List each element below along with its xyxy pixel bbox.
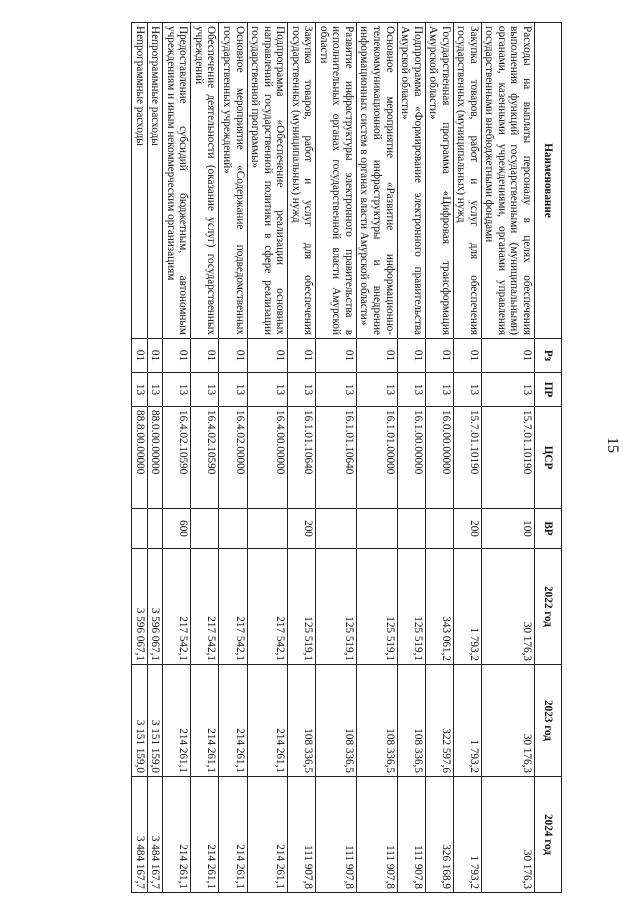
col-header-pr: ПР [535, 373, 562, 407]
cell-vr [191, 509, 219, 549]
cell-vr [316, 509, 357, 549]
table-row [132, 23, 148, 893]
cell-name: Основное мероприятие «Содержание подведомственных государственных учреждений» [219, 23, 247, 339]
cell-vr: 200 [453, 509, 481, 549]
cell-vr [147, 509, 163, 549]
table-row [247, 23, 288, 893]
cell-2022: 125 519,1 [356, 549, 397, 665]
cell-pr: 13 [288, 373, 316, 407]
cell-2023: 108 336,5 [316, 665, 357, 777]
cell-rz: 01 [425, 339, 453, 373]
cell-vr [425, 509, 453, 549]
cell-pr: 13 [247, 373, 288, 407]
cell-2023: 214 261,1 [163, 665, 191, 777]
cell-2022: 3 596 067,1 [132, 549, 148, 665]
cell-pr: 13 [316, 373, 357, 407]
table-row [453, 23, 481, 893]
cell-2023: 108 336,5 [397, 665, 425, 777]
cell-2022: 217 542,1 [247, 549, 288, 665]
col-header-name: Наименование [535, 23, 562, 339]
cell-2024: 326 168,9 [425, 777, 453, 893]
cell-vr [132, 509, 148, 549]
table-row [397, 23, 425, 893]
cell-2023: 30 176,3 [481, 665, 534, 777]
cell-2022: 1 793,2 [453, 549, 481, 665]
cell-2022: 125 519,1 [316, 549, 357, 665]
cell-vr: 200 [288, 509, 316, 549]
cell-rz: 01 [163, 339, 191, 373]
cell-csr: 88.8.00.00000 [132, 407, 148, 509]
cell-2024: 214 261,1 [191, 777, 219, 893]
cell-csr: 16.1.00.00000 [397, 407, 425, 509]
cell-2022: 30 176,3 [481, 549, 534, 665]
cell-pr: 13 [191, 373, 219, 407]
cell-name: Закупка товаров, работ и услуг для обеспечения государственных (муниципальных) нужд [453, 23, 481, 339]
col-header-2022: 2022 год [535, 549, 562, 665]
cell-2023: 108 336,5 [288, 665, 316, 777]
cell-rz: 01 [356, 339, 397, 373]
cell-pr: 13 [397, 373, 425, 407]
cell-csr: 16.0.00.00000 [425, 407, 453, 509]
cell-2023: 214 261,1 [219, 665, 247, 777]
cell-name: Развитие инфраструктуры электронного правительства в исполнительных органах государственной власти Амурской области [316, 23, 357, 339]
table-row [219, 23, 247, 893]
table-row [356, 23, 397, 893]
cell-2022: 217 542,1 [163, 549, 191, 665]
cell-2024: 214 261,1 [219, 777, 247, 893]
cell-name: Предоставление субсидий бюджетным, автономным учреждениям и иным некоммерческим организациям [163, 23, 191, 339]
table-body [132, 23, 535, 893]
cell-rz: 01 [132, 339, 148, 373]
cell-pr: 13 [132, 373, 148, 407]
cell-2022: 3 596 067,1 [147, 549, 163, 665]
cell-rz: 01 [481, 339, 534, 373]
col-header-2023: 2023 год [535, 665, 562, 777]
col-header-2024: 2024 год [535, 777, 562, 893]
cell-2023: 214 261,1 [247, 665, 288, 777]
cell-pr: 13 [481, 373, 534, 407]
cell-csr: 15.7.01.10190 [453, 407, 481, 509]
cell-2024: 214 261,1 [247, 777, 288, 893]
cell-2022: 125 519,1 [397, 549, 425, 665]
cell-pr: 13 [163, 373, 191, 407]
table-row [288, 23, 316, 893]
cell-2023: 3 151 159,0 [147, 665, 163, 777]
rotated-table-sheet [42, 22, 562, 892]
cell-csr: 88.0.00.00000 [147, 407, 163, 509]
cell-2022: 217 542,1 [191, 549, 219, 665]
cell-rz: 01 [247, 339, 288, 373]
cell-2023: 108 336,5 [356, 665, 397, 777]
cell-2024: 111 907,8 [397, 777, 425, 893]
cell-rz: 01 [219, 339, 247, 373]
col-header-rz: Рз [535, 339, 562, 373]
cell-2024: 1 793,2 [453, 777, 481, 893]
cell-name: Расходы на выплаты персоналу в целях обеспечения выполнения функций государственными (муниципальными) органами, казенными учреждениями, органами управления государственными внебюджетными фондами [481, 23, 534, 339]
table-row [316, 23, 357, 893]
cell-rz: 01 [397, 339, 425, 373]
cell-2024: 30 176,3 [481, 777, 534, 893]
cell-2022: 343 061,2 [425, 549, 453, 665]
cell-pr: 13 [425, 373, 453, 407]
cell-pr: 13 [219, 373, 247, 407]
cell-csr: 16.1.01.00000 [356, 407, 397, 509]
cell-name: Подпрограмма «Формирование электронного правительства Амурской области» [397, 23, 425, 339]
cell-vr: 100 [481, 509, 534, 549]
budget-table [131, 22, 562, 893]
cell-csr: 16.4.02.10590 [191, 407, 219, 509]
cell-rz: 01 [316, 339, 357, 373]
cell-vr [219, 509, 247, 549]
cell-vr [247, 509, 288, 549]
cell-2022: 125 519,1 [288, 549, 316, 665]
col-header-csr: ЦСР [535, 407, 562, 509]
cell-2024: 111 907,8 [288, 777, 316, 893]
cell-rz: 01 [191, 339, 219, 373]
col-header-vr: ВР [535, 509, 562, 549]
cell-csr: 16.4.02.00000 [219, 407, 247, 509]
page-number: 15 [604, 437, 621, 453]
table-row [425, 23, 453, 893]
cell-name: Обеспечение деятельности (оказание услуг) государственных учреждений [191, 23, 219, 339]
cell-pr: 13 [356, 373, 397, 407]
cell-2024: 111 907,8 [316, 777, 357, 893]
cell-2023: 322 597,6 [425, 665, 453, 777]
cell-csr: 16.4.00.00000 [247, 407, 288, 509]
cell-pr: 13 [147, 373, 163, 407]
table-row [163, 23, 191, 893]
header-row [535, 23, 562, 893]
cell-2024: 111 907,8 [356, 777, 397, 893]
cell-2023: 214 261,1 [191, 665, 219, 777]
cell-2024: 3 484 167,7 [147, 777, 163, 893]
cell-name: Основное мероприятие «Развитие информационно-телекоммуникационной инфраструктуры и внедрение информационных систем в органах власти Амурской области» [356, 23, 397, 339]
page-body [42, 22, 562, 892]
cell-rz: 01 [288, 339, 316, 373]
cell-name: Непрограммные расходы [147, 23, 163, 339]
cell-rz: 01 [453, 339, 481, 373]
cell-name: Подпрограмма «Обеспечение реализации основных направлений государственной политики в сфере реализации государственной программы» [247, 23, 288, 339]
cell-rz: 01 [147, 339, 163, 373]
cell-2022: 217 542,1 [219, 549, 247, 665]
cell-csr: 16.1.01.10640 [316, 407, 357, 509]
cell-csr: 15.7.01.10190 [481, 407, 534, 509]
table-row [147, 23, 163, 893]
cell-name: Непрограммные расходы [132, 23, 148, 339]
table-row [481, 23, 534, 893]
cell-csr: 16.4.02.10590 [163, 407, 191, 509]
cell-2023: 3 151 159,0 [132, 665, 148, 777]
cell-name: Государственная программа «Цифровая трансформация Амурской области» [425, 23, 453, 339]
cell-2023: 1 793,2 [453, 665, 481, 777]
cell-vr: 600 [163, 509, 191, 549]
cell-2024: 214 261,1 [163, 777, 191, 893]
cell-name: Закупка товаров, работ и услуг для обеспечения государственных (муниципальных) нужд [288, 23, 316, 339]
cell-2024: 3 484 167,7 [132, 777, 148, 893]
table-row [191, 23, 219, 893]
cell-csr: 16.1.01.10640 [288, 407, 316, 509]
cell-pr: 13 [453, 373, 481, 407]
cell-vr [356, 509, 397, 549]
cell-vr [397, 509, 425, 549]
